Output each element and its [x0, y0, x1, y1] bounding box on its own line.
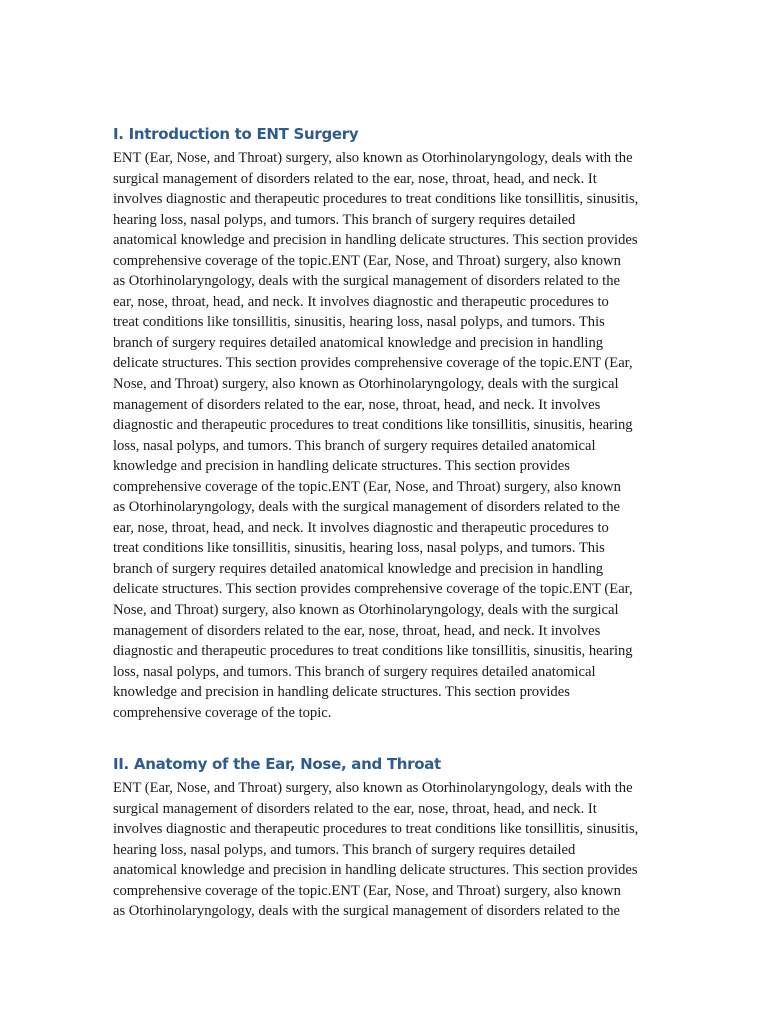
paragraph-line: branch of surgery requires detailed anatomical knowledge and precision in handling	[113, 334, 604, 351]
paragraph-line: as Otorhinolaryngology, deals with the surgical management of disorders related to the	[113, 499, 620, 516]
paragraph-line: management of disorders related to the ear, nose, throat, head, and neck. It involves	[113, 622, 601, 639]
paragraph-line: anatomical knowledge and precision in handling delicate structures. This section provides	[113, 232, 638, 249]
section-heading: II. Anatomy of the Ear, Nose, and Throat	[113, 755, 441, 773]
paragraph-line: management of disorders related to the ear, nose, throat, head, and neck. It involves	[113, 396, 601, 413]
paragraph-line: ENT (Ear, Nose, and Throat) surgery, also known as Otorhinolaryngology, deals with the	[113, 150, 633, 166]
paragraph-line: loss, nasal polyps, and tumors. This branch of surgery requires detailed anatomical	[113, 437, 596, 454]
paragraph-line: delicate structures. This section provides comprehensive coverage of the topic.ENT (Ear,	[113, 581, 633, 598]
paragraph-line: ear, nose, throat, head, and neck. It involves diagnostic and therapeutic procedures to	[113, 519, 609, 536]
paragraph-line: involves diagnostic and therapeutic procedures to treat conditions like tonsillitis, sinusitis,	[113, 821, 639, 838]
paragraph-line: treat conditions like tonsillitis, sinusitis, hearing loss, nasal polyps, and tumors. This	[113, 314, 605, 331]
paragraph-line: branch of surgery requires detailed anatomical knowledge and precision in handling	[113, 560, 604, 577]
paragraph-line: surgical management of disorders related to the ear, nose, throat, head, and neck. It	[113, 800, 597, 817]
paragraph-line: delicate structures. This section provides comprehensive coverage of the topic.ENT (Ear,	[113, 355, 633, 372]
paragraph-line: Nose, and Throat) surgery, also known as Otorhinolaryngology, deals with the surgical	[113, 602, 619, 619]
paragraph-line: diagnostic and therapeutic procedures to treat conditions like tonsillitis, sinusitis, hearing	[113, 643, 633, 660]
paragraph-line: treat conditions like tonsillitis, sinusitis, hearing loss, nasal polyps, and tumors. This	[113, 540, 605, 557]
paragraph-line: comprehensive coverage of the topic.ENT (Ear, Nose, and Throat) surgery, also known	[113, 252, 621, 269]
paragraph-line: anatomical knowledge and precision in handling delicate structures. This section provides	[113, 862, 638, 879]
section-body	[113, 148, 673, 723]
paragraph-line: comprehensive coverage of the topic.ENT (Ear, Nose, and Throat) surgery, also known	[113, 882, 621, 899]
section-heading: I. Introduction to ENT Surgery	[113, 125, 359, 143]
paragraph-line: hearing loss, nasal polyps, and tumors. This branch of surgery requires detailed	[113, 211, 576, 228]
paragraph-line: comprehensive coverage of the topic.	[113, 704, 332, 721]
paragraph-line: comprehensive coverage of the topic.ENT (Ear, Nose, and Throat) surgery, also known	[113, 478, 621, 495]
paragraph-line: as Otorhinolaryngology, deals with the surgical management of disorders related to the	[113, 273, 620, 290]
paragraph-line: involves diagnostic and therapeutic procedures to treat conditions like tonsillitis, sinusitis,	[113, 191, 639, 208]
section-body	[113, 778, 673, 922]
paragraph-line: ENT (Ear, Nose, and Throat) surgery, also known as Otorhinolaryngology, deals with the	[113, 780, 633, 796]
paragraph-line: surgical management of disorders related to the ear, nose, throat, head, and neck. It	[113, 170, 597, 187]
paragraph-line: loss, nasal polyps, and tumors. This branch of surgery requires detailed anatomical	[113, 663, 596, 680]
paragraph-line: knowledge and precision in handling delicate structures. This section provides	[113, 684, 570, 701]
paragraph-line: knowledge and precision in handling delicate structures. This section provides	[113, 458, 570, 475]
paragraph-line: diagnostic and therapeutic procedures to treat conditions like tonsillitis, sinusitis, hearing	[113, 417, 633, 434]
paragraph-line: Nose, and Throat) surgery, also known as Otorhinolaryngology, deals with the surgical	[113, 376, 619, 393]
paragraph-line: hearing loss, nasal polyps, and tumors. This branch of surgery requires detailed	[113, 841, 576, 858]
paragraph-line: ear, nose, throat, head, and neck. It involves diagnostic and therapeutic procedures to	[113, 293, 609, 310]
paragraph-line: as Otorhinolaryngology, deals with the surgical management of disorders related to the	[113, 903, 620, 920]
